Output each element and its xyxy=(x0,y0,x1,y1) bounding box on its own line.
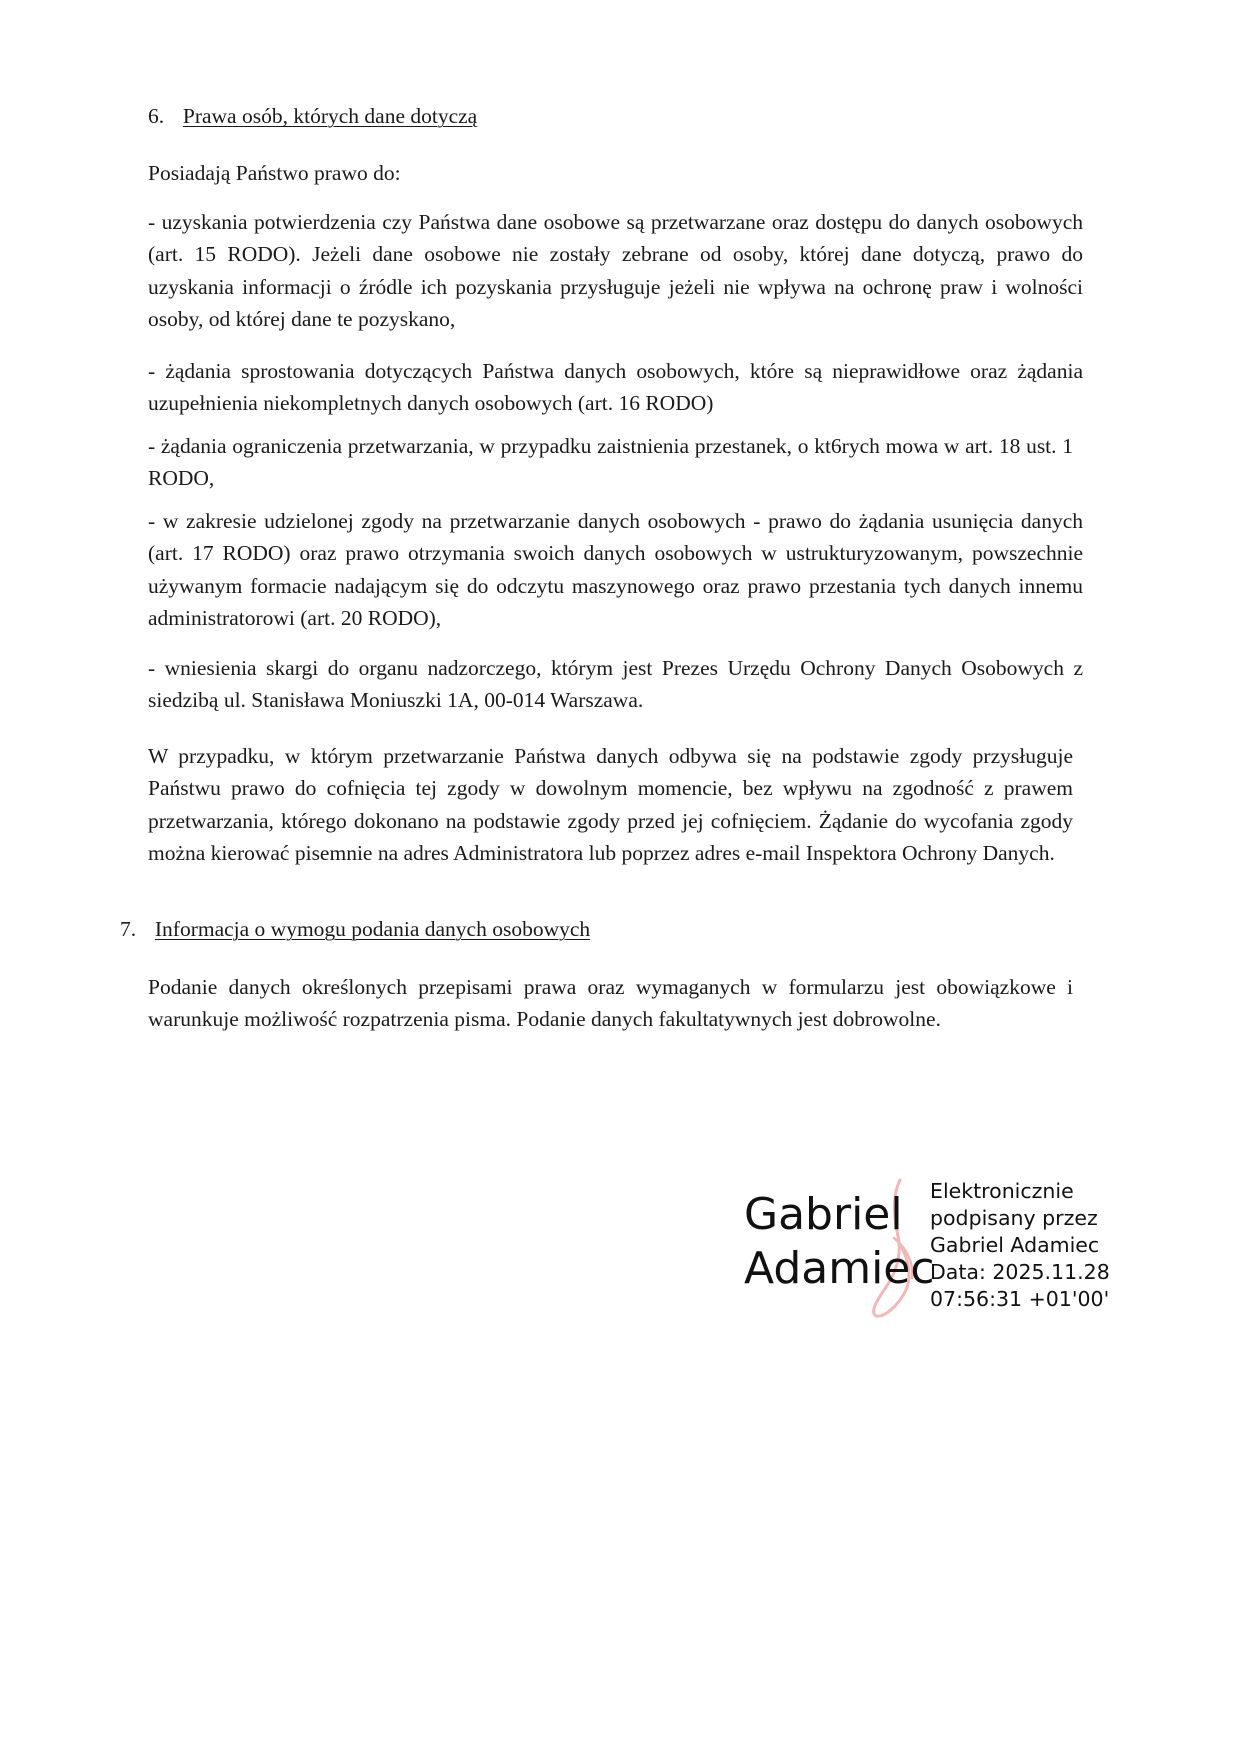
section-6-title: Prawa osób, których dane dotyczą xyxy=(182,104,478,128)
right-item-access: - uzyskania potwierdzenia czy Państwa dane osobowe są przetwarzane oraz dostępu do danych osobowych (art. 15 RODO). Jeżeli dane osobowe nie zostały zebrane od osoby, której dane dotyczą, prawo do uzyskania informacji o źródle ich pozyskania przysługuje jeżeli nie wpływa na ochronę praw i wolności osoby, od której dane te pozyskano, xyxy=(148,210,1083,332)
signature-detail-line: Elektronicznie xyxy=(930,1179,1074,1203)
signature-date: Data: 2025.11.28 xyxy=(930,1260,1110,1284)
signature-time: 07:56:31 +01'00' xyxy=(930,1287,1110,1311)
section-7-title: Informacja o wymogu podania danych osobowych xyxy=(154,917,591,941)
electronic-signature xyxy=(744,1178,1110,1318)
right-item-erasure-portability: - w zakresie udzielonej zgody na przetwarzanie danych osobowych - prawo do żądania usunięcia danych (art. 17 RODO) oraz prawo otrzymania swoich danych osobowych w ustrukturyzowanym, powszechnie używanym formacie nadającym się do odczytu maszynowego oraz prawo przestania tych danych innemu administratorowi (art. 20 RODO), xyxy=(148,509,1083,631)
section-6-number: 6. xyxy=(148,104,165,128)
section-7-number: 7. xyxy=(120,917,137,941)
signature-detail-line: Gabriel Adamiec xyxy=(930,1233,1100,1257)
signer-first-name: Gabriel xyxy=(744,1189,903,1240)
section-6-intro: Posiadają Państwo prawo do: xyxy=(148,161,401,185)
signature-details xyxy=(930,1178,1110,1313)
section-7-heading xyxy=(120,917,590,943)
right-item-complaint: - wniesienia skargi do organu nadzorczego, którym jest Prezes Urzędu Ochrony Danych Osobowych z siedzibą ul. Stanisława Moniuszki 1A, 00-014 Warszawa. xyxy=(148,656,1083,713)
signature-detail-line: podpisany przez xyxy=(930,1206,1098,1230)
signer-last-name: Adamiec xyxy=(744,1243,935,1294)
section-6-heading xyxy=(148,104,477,130)
right-item-rectification: - żądania sprostowania dotyczących Państwa danych osobowych, które są nieprawidłowe oraz żądania uzupełnienia niekompletnych danych osobowych (art. 16 RODO) xyxy=(148,359,1083,416)
section-7-text: Podanie danych określonych przepisami prawa oraz wymaganych w formularzu jest obowiązkowe i warunkuje możliwość rozpatrzenia pisma. Podanie danych fakultatywnych jest dobrowolne. xyxy=(148,975,1073,1032)
signer-name xyxy=(744,1188,935,1296)
consent-withdrawal-paragraph: W przypadku, w którym przetwarzanie Państwa danych odbywa się na podstawie zgody przysługuje Państwu prawo do cofnięcia tej zgody w dowolnym momencie, bez wpływu na zgodność z prawem przetwarzania, którego dokonano na podstawie zgody przed jej cofnięciem. Żądanie do wycofania zgody można kierować pisemnie na adres Administratora lub poprzez adres e-mail Inspektora Ochrony Danych. xyxy=(148,744,1073,866)
right-item-restriction: - żądania ograniczenia przetwarzania, w przypadku zaistnienia przestanek, o kt6rych mowa w art. 18 ust. 1 RODO, xyxy=(148,434,1073,491)
